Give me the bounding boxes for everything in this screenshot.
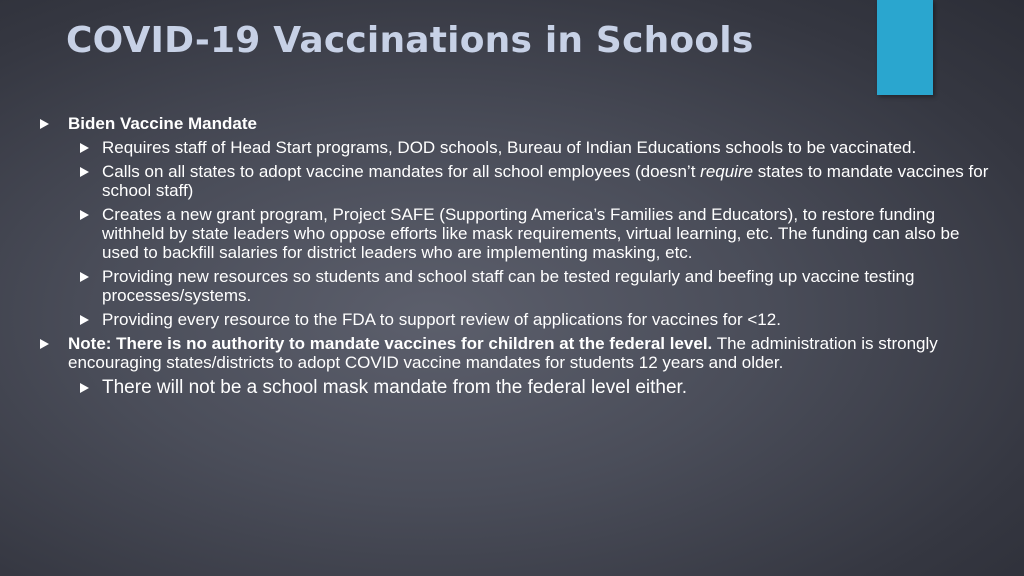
sub-bullet-text-continued: states to mandate vaccines for school staff)	[102, 162, 989, 200]
sub-bullet-text: Creates a new grant program, Project SAFE (Supporting America’s Families and Educators), to restore funding withheld by state leaders who oppose efforts like mask requirements, virtual learning, etc. The funding can also be used to backfill salaries for district leaders who are implementing masking, etc.	[102, 205, 960, 262]
sub-bullet-text: Requires staff of Head Start programs, DOD schools, Bureau of Indian Educations schools to be vaccinated.	[102, 138, 917, 157]
sub-bullet-fda-support	[74, 310, 990, 329]
sub-bullet-staff-requirement	[74, 138, 990, 157]
triangle-bullet-icon	[40, 119, 49, 129]
sub-bullet-text: Providing new resources so students and school staff can be tested regularly and beefing up vaccine testing processes/systems.	[102, 267, 915, 305]
slide-title: COVID-19 Vaccinations in Schools	[66, 20, 754, 61]
sub-bullet-text: Providing every resource to the FDA to support review of applications for vaccines for <12.	[102, 310, 781, 329]
sub-bullet-text: There will not be a school mask mandate from the federal level either.	[102, 377, 688, 398]
sub-bullet-state-mandates	[74, 162, 990, 200]
note-bold-text: Note: There is no authority to mandate vaccines for children at the federal level.	[68, 334, 713, 353]
sub-bullet-text: Calls on all states to adopt vaccine mandates for all school employees (doesn’t	[102, 162, 701, 181]
triangle-bullet-icon	[80, 210, 89, 220]
bullet-heading: Biden Vaccine Mandate	[68, 114, 257, 133]
triangle-bullet-icon	[80, 272, 89, 282]
note-text: The administration is strongly encouraging states/districts to adopt COVID vaccine mandates for students 12 years and older.	[68, 334, 938, 372]
triangle-bullet-icon	[80, 143, 89, 153]
triangle-bullet-icon	[80, 167, 89, 177]
slide-content	[40, 114, 990, 403]
triangle-bullet-icon	[40, 339, 49, 349]
accent-bar	[877, 0, 933, 95]
sub-bullet-project-safe	[74, 205, 990, 262]
bullet-federal-authority-note	[40, 334, 990, 372]
triangle-bullet-icon	[80, 315, 89, 325]
sub-bullet-mask-mandate	[74, 377, 990, 398]
triangle-bullet-icon	[80, 383, 89, 393]
sub-bullet-testing-resources	[74, 267, 990, 305]
bullet-vaccine-mandate	[40, 114, 990, 133]
emphasis-text: require	[700, 162, 754, 181]
